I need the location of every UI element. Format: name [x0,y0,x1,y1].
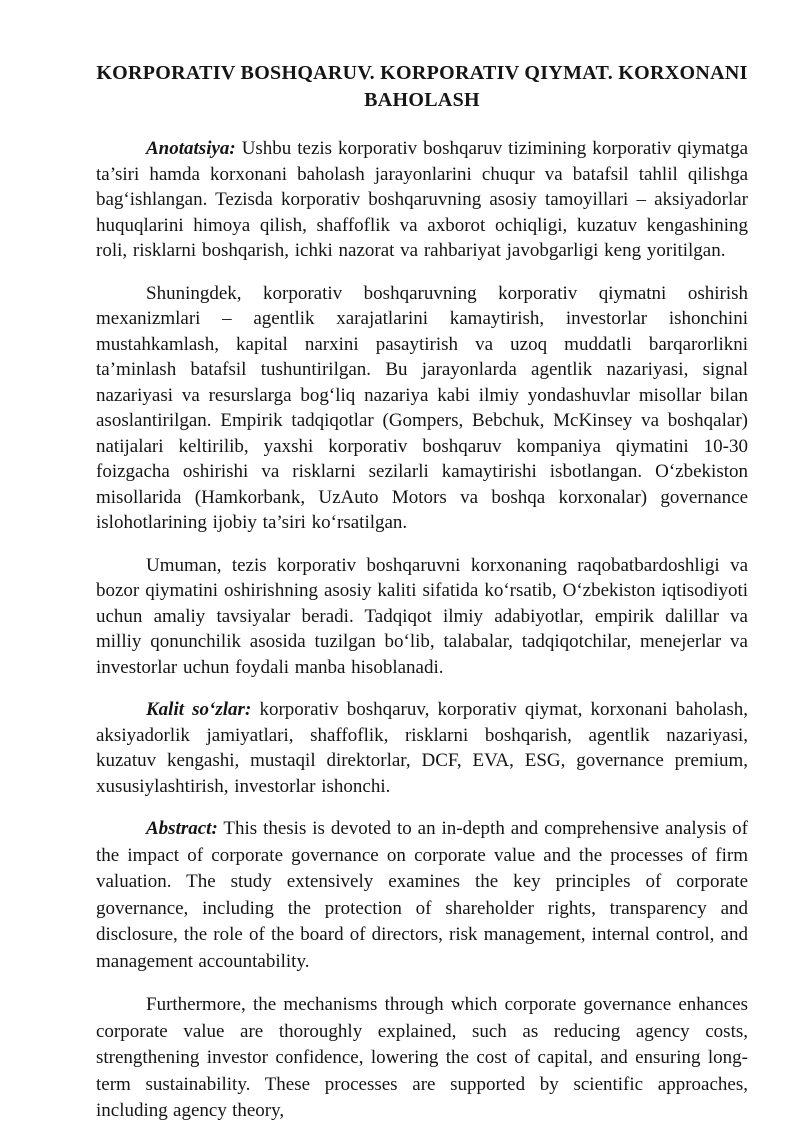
anotatsiya-body-text: Ushbu tezis korporativ boshqaruv tizimining korporativ qiymatga ta’siri hamda korxonani baholash jarayonlarini chuqur va batafsil tahlil qilishga bag‘ishlangan. Tezisda korporativ boshqaruvning asosiy tamoyillari – aksiyadorlar huquqlarini himoya qilish, shaffoflik va axborot ochiqligi, kuzatuv kengashining roli, risklarni boshqarish, ichki nazorat va rahbariyat javobgarligi keng yoritilgan. [96,138,749,261]
abstract-lead-label: Abstract: [146,818,218,839]
document-title: KORPORATIV BOSHQARUV. KORPORATIV QIYMAT. KORXONANI BAHOLASH [96,62,748,111]
shuningdek-body-text: Shuningdek, korporativ boshqaruvning korporativ qiymatni oshirish mexanizmlari – agentlik xarajatlarini kamaytirish, investorlar ishonchini mustahkamlash, kapital narxini pasaytirish va uzoq muddatli barqarorlikni ta’minlash batafsil tushuntirilgan. Bu jarayonlarda agentlik nazariyasi, signal nazariyasi va resurslarga bog‘liq nazariya kabi ilmiy yondashuvlar misollar bilan asoslantirilgan. Empirik tadqiqotlar (Gompers, Bebchuk, McKinsey va boshqalar) natijalari keltirilib, yaxshi korporativ boshqaruv kompaniya qiymatini 10-30 foizgacha oshirishi va risklarni sezilarli kamaytirishi isbotlangan. O‘zbekiston misollarida (Hamkorbank, UzAuto Motors va boshqa korxonalar) governance islohotlarining ijobiy ta’siri ko‘rsatilgan. [96,282,748,533]
paragraph-kalit-sozlar [96,697,748,799]
kalit-sozlar-lead-label: Kalit so‘zlar: [146,699,252,720]
kalit-sozlar-body-text: korporativ boshqaruv, korporativ qiymat, korxonani baholash, aksiyadorlik jamiyatlari, shaffoflik, risklarni boshqarish, agentlik nazariyasi, kuzatuv kengashi, mustaqil direktorlar, DCF, EVA, ESG, governance premium, xususiylashtirish, investorlar ishonchi. [96,699,749,797]
paragraph-abstract [96,816,748,975]
furthermore-body-text: Furthermore, the mechanisms through which corporate governance enhances corporate value are thoroughly explained, such as reducing agency costs, strengthening investor confidence, lowering the cost of capital, and ensuring long-term sustainability. These processes are supported by scientific approaches, including agency theory, [96,994,748,1121]
paragraph-umuman [96,553,748,681]
paragraph-furthermore [96,992,748,1125]
anotatsiya-lead-label: Anotatsiya: [146,138,236,159]
paragraph-shuningdek [96,281,748,536]
abstract-body-text: This thesis is devoted to an in-depth and comprehensive analysis of the impact of corporate governance on corporate value and the processes of firm valuation. The study extensively examines the key principles of corporate governance, including the protection of shareholder rights, transparency and disclosure, the role of the board of directors, risk management, internal control, and management accountability. [96,818,748,972]
paragraph-anotatsiya [96,136,748,264]
umuman-body-text: Umuman, tezis korporativ boshqaruvni korxonaning raqobatbardoshligi va bozor qiymatini oshirishning asosiy kaliti sifatida ko‘rsatib, O‘zbekiston iqtisodiyoti uchun amaliy tavsiyalar beradi. Tadqiqot ilmiy adabiyotlar, empirik dalillar va milliy qonunchilik asosida tuzilgan bo‘lib, talabalar, tadqiqotchilar, menejerlar va investorlar uchun foydali manba hisoblanadi. [96,554,748,678]
